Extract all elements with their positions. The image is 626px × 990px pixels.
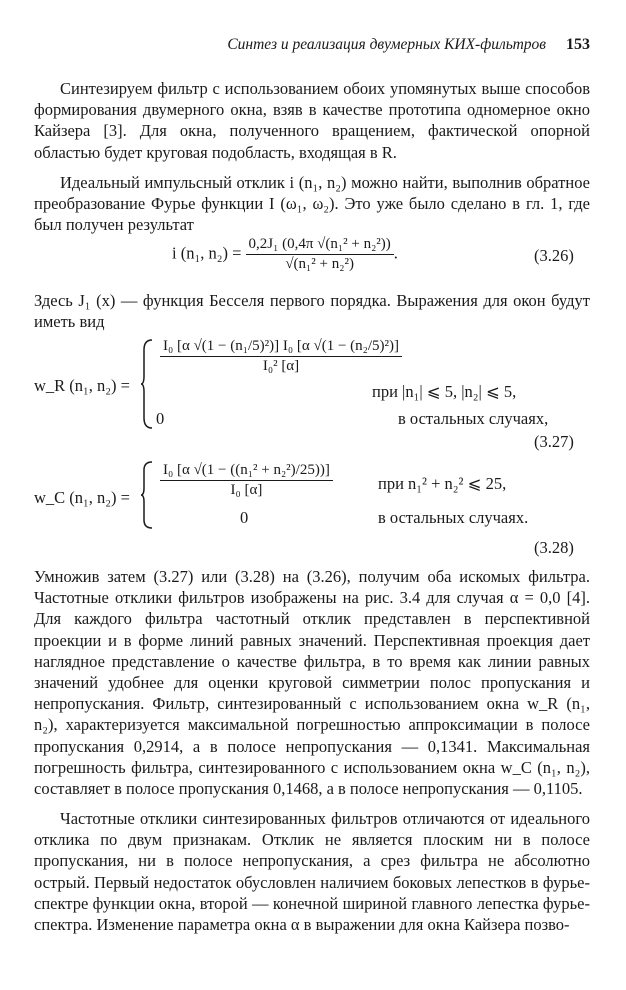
eq327-lhs: w_R (n₁, n₂) =	[34, 376, 130, 395]
eq327-case2-value: 0	[156, 409, 165, 428]
eq328-denominator: I₀ [α]	[230, 482, 263, 498]
paragraph-2: Идеальный импульсный отклик i (n₁, n₂) можно найти, выполнив обратное преобразование Фурье функции I (ω₁, ω₂). Это уже было сделано в гл. 1, где был получен результат	[34, 173, 590, 235]
equation-number-3-27: (3.27)	[534, 432, 574, 451]
eq327-condition-2: в остальных случаях,	[398, 409, 549, 428]
eq328-lhs: w_C (n₁, n₂) =	[34, 488, 130, 507]
eq328-numerator: I₀ [α √(1 − ((n₁² + n₂²)/25))]	[160, 462, 333, 481]
eq327-brace	[140, 338, 154, 430]
eq326-denominator: √(n₁² + n₂²)	[285, 256, 354, 272]
running-title: Синтез и реализация двумерных КИХ-фильтров	[227, 36, 546, 53]
eq327-condition-1: при |n₁| ⩽ 5, |n₂| ⩽ 5,	[372, 382, 517, 401]
eq327-denominator: I₀² [α]	[262, 358, 300, 374]
eq326-fraction	[246, 236, 394, 273]
page-number: 153	[566, 36, 590, 53]
eq326-lhs: i (n₁, n₂) =	[172, 243, 242, 263]
paragraph-4: Умножив затем (3.27) или (3.28) на (3.26), получим оба искомых фильтра. Частотные отклики фильтров изображены на рис. 3.4 для случая α = 0,0 [4]. Для каждого фильтра частотный отклик представлен в перспективной проекции и в форме линий равных значений. Перспективная проекция дает наглядное представление о качестве фильтра, в то время как линии равных значений удобнее для оценки круговой симметрии полос пропускания и непропускания. Фильтр, синтезированный с использованием окна w_R (n₁, n₂), характеризуется максимальной погрешностью аппроксимации в полосе пропускания 0,2914, а в полосе непропускания — 0,1341. Максимальная погрешность фильтра, синтезированного с использованием окна w_C (n₁, n₂), составляет в полосе пропускания 0,1468, а в полосе непропускания — 0,1105.	[34, 567, 590, 799]
eq328-fraction	[160, 462, 333, 499]
paragraph-5: Частотные отклики синтезированных фильтров отличаются от идеального отклика по двум признакам. Отклик не является плоским ни в полосе пропускания, ни в полосе непропускания, а срез фильтра не абсолютно острый. Первый недостаток обусловлен наличием боковых лепестков в фурье-спектре функции окна, второй — конечной шириной главного лепестка фурье-спектра. Изменение параметра окна α в выражении для окна Кайзера позво-	[34, 809, 590, 935]
paragraph-1: Синтезируем фильтр с использованием обоих упомянутых выше способов формирования двумерного окна, взяв в качестве прототипа одномерное окно Кайзера [3]. Для окна, полученного вращением, фактической опорной областью будет круговая подобласть, входящая в R.	[34, 79, 590, 162]
equation-number-3-28: (3.28)	[534, 538, 574, 557]
eq328-condition-1: при n₁² + n₂² ⩽ 25,	[378, 474, 507, 493]
eq328-brace	[140, 460, 154, 530]
eq327-numerator: I₀ [α √(1 − (n₁/5)²)] I₀ [α √(1 − (n₂/5)²)]	[160, 338, 402, 357]
eq326-numerator: 0,2J₁ (0,4π √(n₁² + n₂²))	[246, 236, 394, 255]
eq326-tail: .	[393, 243, 398, 263]
eq328-case2-value: 0	[240, 508, 249, 527]
eq327-case1	[160, 338, 402, 375]
eq327-fraction	[160, 338, 402, 375]
equation-number-3-26: (3.26)	[534, 246, 574, 265]
equation-3-26	[172, 236, 398, 273]
page-header	[34, 36, 590, 60]
eq328-case1	[160, 462, 333, 499]
paragraph-3: Здесь J₁ (x) — функция Бесселя первого порядка. Выражения для окон будут иметь вид	[34, 291, 590, 332]
eq328-condition-2: в остальных случаях.	[378, 508, 529, 527]
